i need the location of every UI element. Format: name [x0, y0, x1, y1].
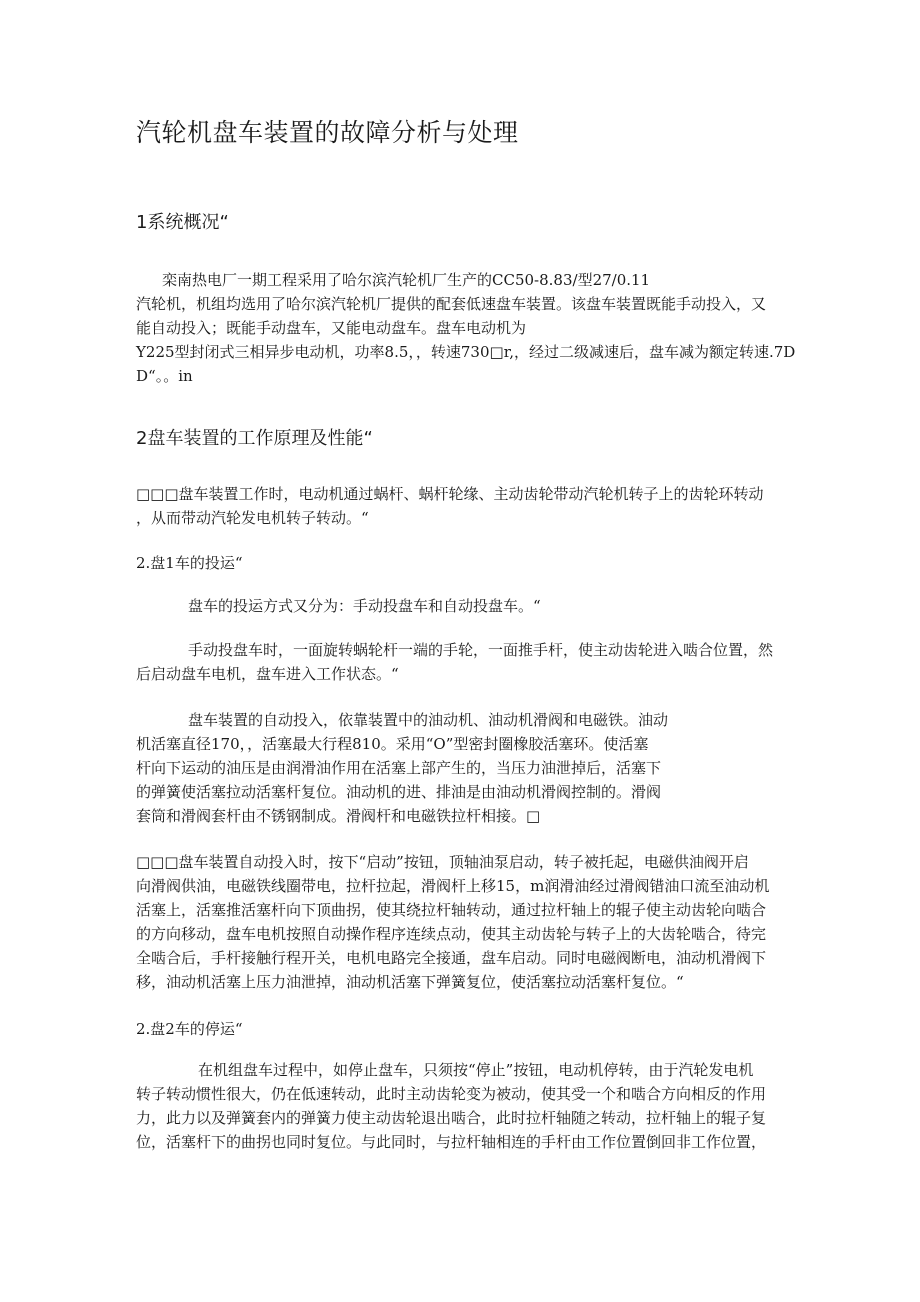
paragraph-auto-components	[136, 708, 918, 828]
paragraph-manual-start	[136, 638, 918, 686]
paragraph-line: 移，油动机活塞上压力油泄掉，油动机活塞下弹簧复位，使活塞拉动活塞杆复位。“	[136, 973, 684, 991]
subsection-heading-start: 2.盘1车的投运“	[136, 554, 243, 572]
paragraph-line: ，从而带动汽轮发电机转子转动。“	[136, 509, 369, 527]
paragraph-auto-start	[136, 850, 918, 994]
paragraph-line: 栾南热电厂一期工程采用了哈尔滨汽轮机厂生产的CC50-8.83/型27/0.11	[162, 271, 651, 289]
paragraph-line: Y225型封闭式三相异步电动机，功率8.5，，转速730□r,，经过二级减速后，盘车减为额定转速.7D	[136, 343, 796, 361]
paragraph-line: 位，活塞杆下的曲拐也同时复位。与此同时，与拉杆轴相连的手杆由工作位置倒回非工作位置，	[136, 1133, 767, 1151]
paragraph-line: 盘车装置的自动投入，依靠装置中的油动机、油动机滑阀和电磁铁。油动	[188, 711, 669, 729]
paragraph-line: □□□盘车装置工作时，电动机通过蜗杆、蜗杆轮缘、主动齿轮带动汽轮机转子上的齿轮环转动	[136, 485, 764, 503]
paragraph-line: 机活塞直径170，，活塞最大行程810。采用“O”型密封圈橡胶活塞环。使活塞	[136, 735, 649, 753]
paragraph-principle	[136, 482, 918, 530]
paragraph-line: □□□盘车装置自动投入时，按下“启动”按钮，顶轴油泵启动，转子被托起，电磁供油阀开启	[136, 853, 749, 871]
paragraph-line: 杆向下运动的油压是由润滑油作用在活塞上部产生的，当压力油泄掉后，活塞下	[136, 759, 662, 777]
paragraph-line: 汽轮机，机组均选用了哈尔滨汽轮机厂提供的配套低速盘车装置。该盘车装置既能手动投入，又	[136, 295, 767, 313]
paragraph-line: 后启动盘车电机，盘车进入工作状态。“	[136, 665, 399, 683]
section-heading-principle: 2盘车装置的工作原理及性能“	[136, 428, 373, 449]
paragraph-line: 套筒和滑阀套杆由不锈钢制成。滑阀杆和电磁铁拉杆相接。□	[136, 807, 541, 825]
paragraph-line: 的弹簧使活塞拉动活塞杆复位。油动机的进、排油是由油动机滑阀控制的。滑阀	[136, 783, 662, 801]
paragraph-line: 向滑阀供油，电磁铁线圈带电，拉杆拉起，滑阀杆上移15，m润滑油经过滑阀错油口流至油动机	[136, 877, 770, 895]
paragraph-line: 能自动投入；既能手动盘车，又能电动盘车。盘车电动机为	[136, 319, 527, 337]
paragraph-line: 盘车的投运方式又分为：手动投盘车和自动投盘车。“	[188, 597, 541, 615]
paragraph-line: 力，此力以及弹簧套内的弹簧力使主动齿轮退出啮合，此时拉杆轴随之转动，拉杆轴上的辊子复	[136, 1109, 767, 1127]
paragraph-line: 手动投盘车时，一面旋转蜗轮杆一端的手轮，一面推手杆，使主动齿轮进入啮合位置，然	[188, 641, 774, 659]
paragraph-line: 在机组盘车过程中，如停止盘车，只须按“停止”按钮，电动机停转，由于汽轮发电机	[198, 1061, 754, 1079]
paragraph-line: 转子转动惯性很大，仍在低速转动，此时主动齿轮变为被动，使其受一个和啮合方向相反的作用	[136, 1085, 767, 1103]
section-heading-overview: 1系统概况“	[136, 212, 229, 233]
subsection-heading-stop: 2.盘2车的停运“	[136, 1020, 243, 1038]
paragraph-line: 的方向移动，盘车电机按照自动操作程序连续点动，使其主动齿轮与转子上的大齿轮啮合，待完	[136, 925, 767, 943]
paragraph-start-modes	[136, 594, 918, 618]
paragraph-stop	[136, 1058, 918, 1154]
paragraph-line: 活塞上，活塞推活塞杆向下顶曲拐，使其绕拉杆轴转动，通过拉杆轴上的辊子使主动齿轮向啮合	[136, 901, 767, 919]
paragraph-line: 全啮合后，手杆接触行程开关，电机电路完全接通，盘车启动。同时电磁阀断电，油动机滑阀下	[136, 949, 767, 967]
paragraph-overview	[136, 268, 918, 388]
document-title: 汽轮机盘车装置的故障分析与处理	[136, 118, 519, 147]
paragraph-line: D“。。in	[136, 367, 193, 385]
